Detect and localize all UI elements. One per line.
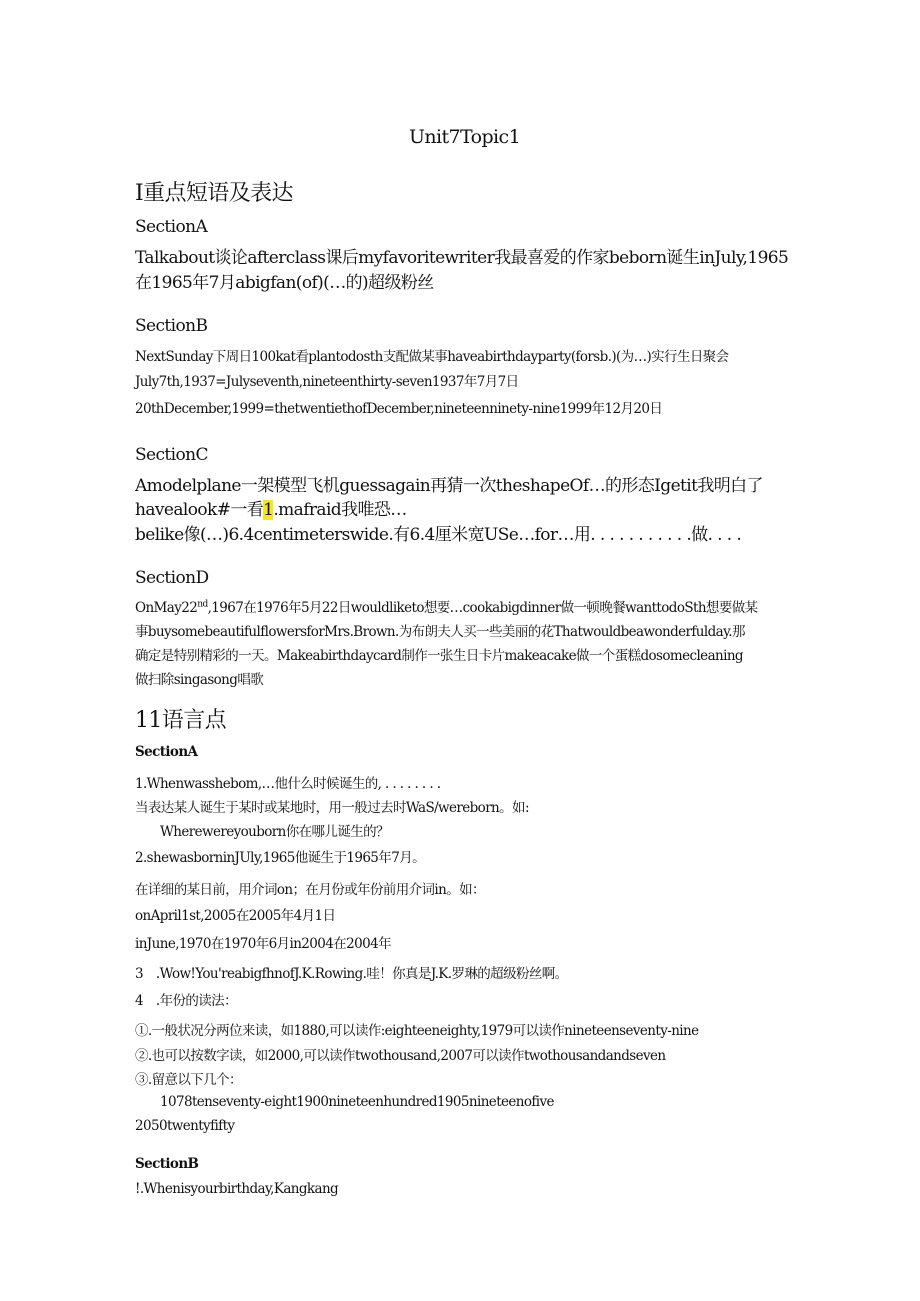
highlighted-text: 1 (263, 500, 274, 520)
section-c-text: .mafraid我唯恐… (273, 500, 407, 520)
language-point-line: Wherewereyouborn你在哪儿诞生的？ (160, 824, 389, 840)
section-a-line: 在1965年7月abigfan(of)(…的)超级粉丝 (135, 273, 434, 293)
section-d-line: 事buysomebeautifulflowersforMrs.Brown.为布朗夫人买一些美丽的花Thatwouldbeawonderfulday.那 (135, 624, 745, 640)
part2-section-b-label: SectionB (135, 1156, 199, 1172)
section-d-text: ,1967在1976年5月22日wouldliketo想要…cookabigdinner做一顿晚餐wanttodoSth想要做某 (207, 600, 758, 616)
section-b-line: 20thDecember,1999=thetwentiethofDecember,nineteenninety-nine1999年12月20日 (135, 401, 663, 417)
section-d-text: OnMay22 (135, 600, 198, 616)
language-point-line: 1078tenseventy-eight1900nineteenhundred1905nineteenofive (160, 1094, 554, 1110)
section-d-line: 做扫除singasong唱歌 (135, 672, 264, 688)
section-c-text: havealook#一看 (135, 500, 264, 520)
section-c-line: Amodelplane一架模型飞机guessagain再猜一次theshapeOf…的形态Igetit我明白了 (135, 476, 763, 496)
language-point-line: 4 .年份的读法： (135, 993, 237, 1009)
part2-heading: 11语言点 (135, 708, 226, 733)
section-c-line (135, 495, 407, 520)
language-point-line: 在详细的某日前，用介词on；在月份或年份前用介词in。如： (135, 882, 485, 898)
language-point-line: 3 .Wow!You'reabigfhnofJ.K.Rowing.哇！你真是J.K.罗琳的超级粉丝啊。 (135, 966, 568, 982)
language-point-line: 2050twentyfifty (135, 1118, 235, 1134)
language-point-line: 2.shewasborninJUly,1965他诞生于1965年7月。 (135, 850, 425, 866)
section-d-line (135, 596, 758, 616)
part2-section-a-label: SectionA (135, 744, 198, 760)
language-point-line: onApril1st,2005在2005年4月1日 (135, 908, 336, 924)
language-point-line: 1.Whenwasshebom,…他什么时候诞生的, . . . . . . . . (135, 776, 441, 792)
section-d-line: 确定是特别精彩的一天。Makeabirthdaycard制作一张生日卡片makeacake做一个蛋糕dosomecleaning (135, 648, 743, 664)
language-point-line: inJune,1970在1970年6月in2004在2004年 (135, 936, 392, 952)
superscript: nd (197, 599, 208, 610)
section-b-line: NextSunday下周日100kat看plantodosth支配做某事haveabirthdayparty(forsb.)(为…)实行生日聚会 (135, 349, 729, 365)
section-a-label: SectionA (135, 217, 208, 237)
language-point-line: ①.一般状况分两位来读，如1880,可以读作:eighteeneighty,1979可以读作nineteenseventy-nine (135, 1023, 699, 1039)
part1-heading: I重点短语及表达 (135, 181, 293, 206)
language-point-line: !.Whenisyourbirthday,Kangkang (135, 1181, 339, 1197)
document-title: Unit7Topic1 (409, 126, 521, 148)
section-b-label: SectionB (135, 316, 208, 336)
section-b-line: July7th,1937=Julyseventh,nineteenthirty-seven1937年7月7日 (135, 374, 519, 390)
section-c-line: belike像(…)6.4centimeterswide.有6.4厘米宽USe…for…用. . . . . . . . . . .做. . . . (135, 525, 742, 545)
language-point-line: ③.留意以下几个： (135, 1072, 242, 1088)
language-point-line: 当表达某人诞生于某时或某地时，用一般过去时WaS/wereborn。如: (135, 800, 529, 816)
section-d-label: SectionD (135, 568, 209, 588)
language-point-line: ②.也可以按数字读，如2000,可以读作twothousand,2007可以读作twothousandandseven (135, 1048, 666, 1064)
section-c-label: SectionC (135, 445, 208, 465)
section-a-line: Talkabout谈论afterclass课后myfavoritewriter我最喜爱的作家beborn诞生inJuly,1965 (135, 248, 789, 268)
